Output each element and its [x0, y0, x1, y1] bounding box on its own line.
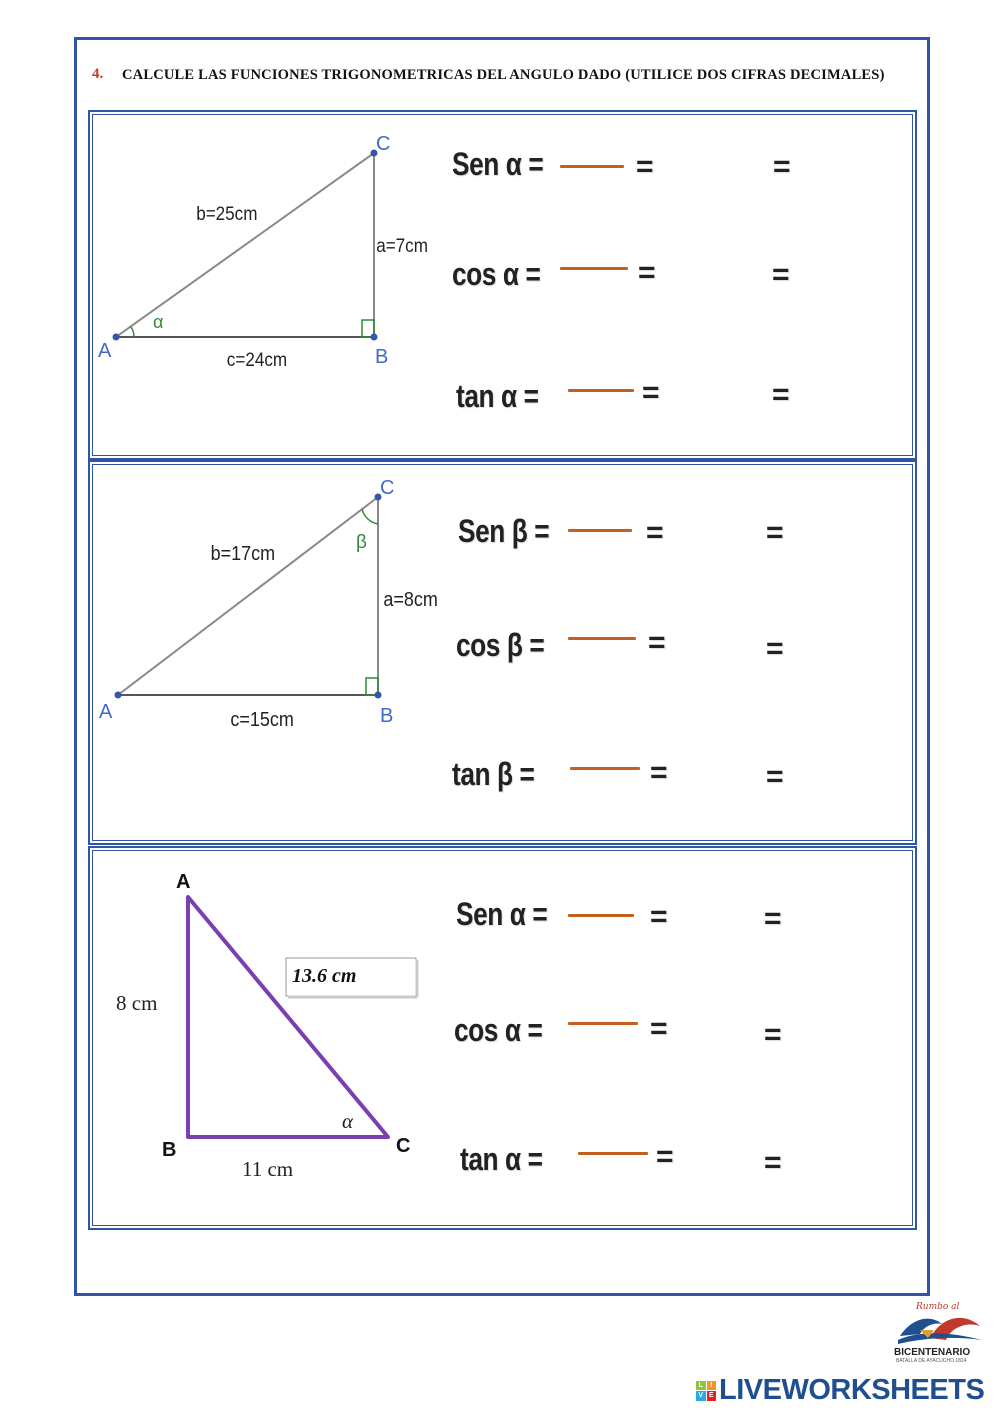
vertex-c-label: C [396, 1135, 411, 1157]
exercise-panel-1 [88, 110, 917, 460]
side-a-label: a=7cm [376, 235, 428, 257]
sen-equals-1: = [650, 900, 668, 933]
tan-equals-2: = [772, 378, 790, 411]
cos-label: cos α = [454, 1012, 543, 1048]
sen-label: Sen α = [456, 896, 548, 932]
sen-fraction-line [560, 165, 624, 168]
tan-equals-1: = [650, 756, 668, 789]
side-bc-label: 11 cm [242, 1157, 294, 1181]
angle-alpha-label: α [153, 312, 164, 332]
cos-equals-1: = [648, 626, 666, 659]
sen-label: Sen β = [458, 513, 550, 549]
liveworksheets-brand[interactable] [696, 1374, 984, 1407]
side-c-label: c=15cm [230, 709, 294, 732]
tan-fraction-line [568, 389, 634, 392]
side-ab-label: 8 cm [116, 991, 158, 1015]
sen-equals-2: = [764, 902, 782, 935]
cos-fraction-line [560, 267, 628, 270]
angle-alpha-label: α [342, 1109, 354, 1133]
tan-label: tan α = [456, 378, 539, 414]
tan-equals-2: = [764, 1146, 782, 1179]
tan-fraction-line [570, 767, 640, 770]
tan-label: tan α = [460, 1141, 543, 1177]
tan-label: tan β = [452, 756, 535, 792]
cos-label: cos α = [452, 256, 541, 292]
liveworksheets-text: LIVEWORKSHEETS [719, 1374, 985, 1406]
cos-equals-1: = [638, 256, 656, 289]
cos-equals-2: = [764, 1018, 782, 1051]
tan-equals-1: = [642, 376, 660, 409]
hypotenuse-label: 13.6 cm [292, 965, 357, 987]
triangle-diagram-1 [90, 112, 450, 392]
vertex-b-label: B [380, 705, 394, 727]
angle-beta-label: β [356, 532, 367, 553]
side-b-label: b=25cm [196, 203, 258, 225]
logo-title: BICENTENARIO [894, 1347, 971, 1358]
vertex-c-label: C [380, 477, 395, 499]
question-text: CALCULE LAS FUNCIONES TRIGONOMETRICAS DEL ANGULO DADO (UTILICE DOS CIFRAS DECIMALES) [122, 67, 885, 83]
logo-script-text: Rumbo al [916, 1302, 960, 1312]
logo-subtitle: BATALLA DE AYACUCHO 1824 [896, 1358, 967, 1364]
cos-equals-2: = [766, 632, 784, 665]
tan-fraction-line [578, 1152, 648, 1155]
liveworksheets-icon: L I V E [696, 1381, 716, 1401]
exercise-panel-3 [88, 846, 917, 1230]
triangle-diagram-2 [90, 462, 460, 762]
cos-equals-1: = [650, 1012, 668, 1045]
side-c-label: c=24cm [226, 349, 288, 371]
exercise-panel-2 [88, 460, 917, 845]
vertex-b-label: B [375, 346, 389, 368]
cos-label: cos β = [456, 627, 545, 663]
tan-equals-1: = [656, 1140, 674, 1173]
question-number: 4. [92, 66, 104, 82]
side-a-label: a=8cm [383, 589, 438, 612]
bicentenario-logo [890, 1300, 986, 1364]
sen-label: Sen α = [452, 146, 544, 182]
sen-equals-2: = [766, 516, 784, 549]
vertex-a-label: A [99, 701, 113, 723]
side-b-label: b=17cm [210, 543, 276, 566]
cos-equals-2: = [772, 258, 790, 291]
vertex-b-label: B [162, 1139, 177, 1161]
sen-equals-1: = [636, 150, 654, 183]
triangle-diagram-3 [90, 848, 450, 1208]
sen-equals-1: = [646, 516, 664, 549]
vertex-a-label: A [98, 340, 112, 362]
tan-equals-2: = [766, 760, 784, 793]
sen-equals-2: = [773, 150, 791, 183]
cos-fraction-line [568, 637, 636, 640]
vertex-a-label: A [176, 871, 191, 893]
sen-fraction-line [568, 914, 634, 917]
cos-fraction-line [568, 1022, 638, 1025]
sen-fraction-line [568, 529, 632, 532]
vertex-c-label: C [376, 133, 391, 155]
